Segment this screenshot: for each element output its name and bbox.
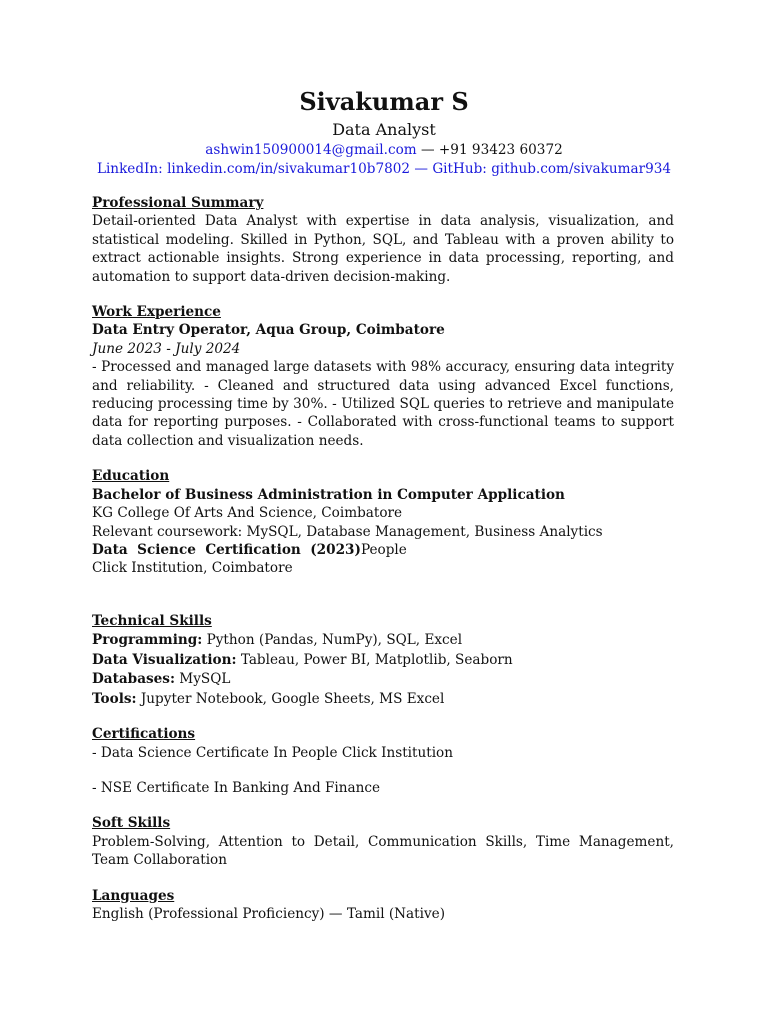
languages-text: English (Professional Proficiency) — Tamil (Native) [92,906,445,923]
certifications-section [92,725,674,797]
skills-section [92,612,674,710]
linkedin-link[interactable]: LinkedIn: linkedin.com/in/sivakumar10b7802 [96,161,411,177]
candidate-title: Data Analyst [332,120,436,139]
skill-item-tools [92,690,674,710]
work-role: Data Entry Operator, Aqua Group, Coimbatore [92,322,445,339]
soft-skills-section [92,814,674,869]
soft-skills-text: Problem-Solving, Attention to Detail, Communication Skills, Time Management, Team Collaboration [92,833,674,869]
summary-section [92,194,674,286]
college: KG College Of Arts And Science, Coimbatore [92,505,403,522]
summary-text: Detail-oriented Data Analyst with expertise in data analysis, visualization, and statistical modeling. Skilled in Python, SQL, and Tableau with a proven ability to extract actionable insights. Strong experience in data processing, reporting, and automation to support data-driven decision-making. [92,213,674,285]
skill-value: Tableau, Power BI, Matplotlib, Seaborn [236,651,513,668]
skill-label: Data Visualization: [92,651,237,668]
certification-institute-part1: People [360,541,407,558]
certification-institute-part2: Click Institution, Coimbatore [92,560,293,577]
links-separator: — [410,161,433,177]
skill-label: Tools: [92,690,137,707]
summary-heading: Professional Summary [92,195,264,211]
skill-label: Databases: [92,671,175,688]
candidate-name: Sivakumar S [299,87,469,116]
skill-value: Jupyter Notebook, Google Sheets, MS Excel [136,690,445,707]
contact-separator: — [416,142,439,158]
work-details: - Processed and managed large datasets with 98% accuracy, ensuring data integrity and reliability. - Cleaned and structured data using advanced Excel functions, reducing processing time by 30%. - Utilized SQL queries to retrieve and manipulate data for reporting purposes. - Collaborated with cross-functional teams to support data collection and visualization needs. [92,359,674,449]
profile-links-line [0,160,768,179]
github-link[interactable]: GitHub: github.com/sivakumar934 [432,161,672,177]
resume-header [0,86,768,179]
work-heading: Work Experience [92,304,221,321]
skill-value: MySQL [174,671,231,688]
resume-body [92,194,674,923]
phone-number: +91 93423 60372 [438,142,563,158]
skill-item-visualization [92,651,674,671]
soft-skills-heading: Soft Skills [92,815,171,832]
languages-section [92,887,674,924]
degree: Bachelor of Business Administration in Computer Application [92,486,565,503]
education-section [92,467,674,577]
certification-title: Data Science Certification (2023) [92,541,361,558]
skill-item-programming [92,631,674,651]
certification-line [92,541,674,559]
education-heading: Education [92,468,170,485]
skills-heading: Technical Skills [92,612,212,629]
certification-item: - NSE Certificate In Banking And Finance [92,780,381,797]
coursework: Relevant coursework: MySQL, Database Management, Business Analytics [92,523,603,540]
skill-label: Programming: [92,632,203,649]
certifications-heading: Certifications [92,726,196,743]
contact-line [0,141,768,160]
skill-item-databases [92,670,674,690]
email-link[interactable]: ashwin150900014@gmail.com [205,142,417,158]
languages-heading: Languages [92,887,175,904]
certification-item: - Data Science Certificate In People Click Institution [92,744,453,761]
work-section [92,303,674,450]
work-dates: June 2023 - July 2024 [92,340,241,357]
skill-value: Python (Pandas, NumPy), SQL, Excel [202,632,463,649]
